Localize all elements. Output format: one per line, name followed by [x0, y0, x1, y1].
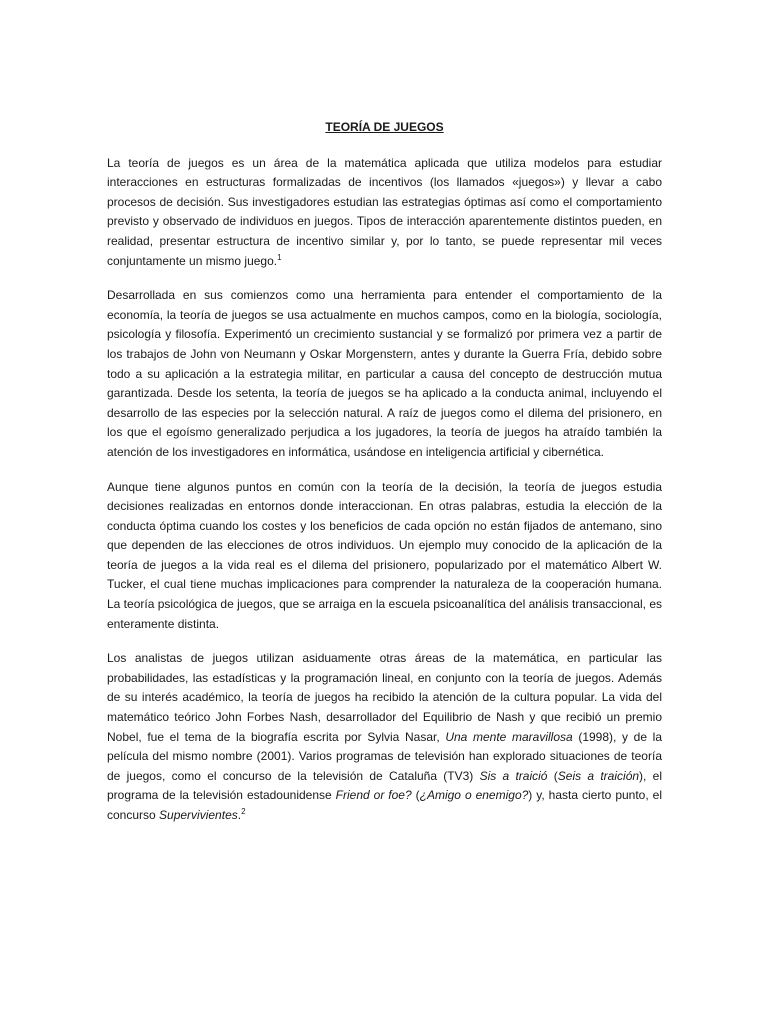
- paragraph-1: [107, 154, 662, 272]
- show-title-amigo-o-enemigo: ¿Amigo o enemigo?: [419, 788, 529, 803]
- paragraph-3: [107, 478, 662, 635]
- paragraph-4-text-e: (: [411, 788, 420, 803]
- show-title-supervivientes: Supervivientes: [159, 808, 238, 822]
- footnote-marker-1[interactable]: 1: [277, 252, 282, 262]
- document-title: TEORÍA DE JUEGOS: [325, 120, 444, 134]
- paragraph-4-text-b: (1998), y de la película del mismo nombre (2001). Varios programas de televisión han explorado situaciones de teoría de juegos, como el concurso de la televisión de Cataluña (TV3): [107, 729, 663, 783]
- show-title-seis-a-traicion: Seis a traición: [557, 768, 640, 783]
- paragraph-4-text-f: ) y, hasta cierto punto, el concurso: [107, 788, 662, 822]
- show-title-friend-or-foe: Friend or foe?: [335, 788, 412, 803]
- show-title-sis-a-traicio: Sis a traició: [479, 768, 548, 783]
- document-body: [107, 118, 662, 841]
- paragraph-4-text-d: ), el programa de la televisión estadounidense: [107, 768, 662, 803]
- paragraph-4-text-c: (: [547, 768, 558, 783]
- paragraph-2: [107, 286, 662, 462]
- book-title-una-mente-maravillosa: Una mente maravillosa: [445, 729, 573, 744]
- paragraph-3-text: Aunque tiene algunos puntos en común con la teoría de la decisión, la teoría de juegos estudia decisiones realizadas en entornos donde interaccionan. En otras palabras, estudia la elección de la conducta óptima cuando los costes y los beneficios de cada opción no están fijados de antemano, sino que dependen de las elecciones de otros individuos. Un ejemplo muy conocido de la aplicación de la teoría de juegos a la vida real es el dilema del prisionero, popularizado por el matemático Albert W. Tucker, el cual tiene muchas implicaciones para comprender la naturaleza de la cooperación humana. La teoría psicológica de juegos, que se arraiga en la escuela psicoanalítica del análisis transaccional, es enteramente distinta.: [107, 479, 663, 631]
- paragraph-2-text: Desarrollada en sus comienzos como una herramienta para entender el comportamiento de la economía, la teoría de juegos se usa actualmente en muchos campos, como en la biología, sociología, psicología y filosofía. Experimentó un crecimiento sustancial y se formalizó por primera vez a partir de los trabajos de John von Neumann y Oskar Morgenstern, antes y durante la Guerra Fría, debido sobre todo a su aplicación a la estrategia militar, en particular a causa del concepto de destrucción mutua garantizada. Desde los setenta, la teoría de juegos se ha aplicado a la conducta animal, incluyendo el desarrollo de las especies por la selección natural. A raíz de juegos como el dilema del prisionero, en los que el egoísmo generalizado perjudica a los jugadores, la teoría de juegos ha atraído también la atención de los investigadores en informática, usándose en inteligencia artificial y cibernética.: [107, 288, 662, 459]
- footnote-marker-2[interactable]: 2: [241, 807, 246, 816]
- paragraph-1-text: La teoría de juegos es un área de la matemática aplicada que utiliza modelos para estudiar interacciones en estructuras formalizadas de incentivos (los llamados «juegos») y llevar a cabo procesos de decisión. Sus investigadores estudian las estrategias óptimas así como el comportamiento previsto y observado de individuos en juegos. Tipos de interacción aparentemente distintos pueden, en realidad, presentar estructura de incentivo similar y, por lo tanto, se puede representar mil veces conjuntamente un mismo juego.: [107, 155, 662, 268]
- paragraph-4-text-g: .: [237, 808, 242, 822]
- paragraph-4: [107, 649, 662, 825]
- paragraph-4-text-a: Los analistas de juegos utilizan asiduamente otras áreas de la matemática, en particular las probabilidades, las estadísticas y la programación lineal, en conjunto con la teoría de juegos. Además de su interés académico, la teoría de juegos ha recibido la atención de la cultura popular. La vida del matemático teórico John Forbes Nash, desarrollador del Equilibrio de Nash y que recibió un premio Nobel, fue el tema de la biografía escrita por Sylvia Nasar,: [107, 651, 662, 744]
